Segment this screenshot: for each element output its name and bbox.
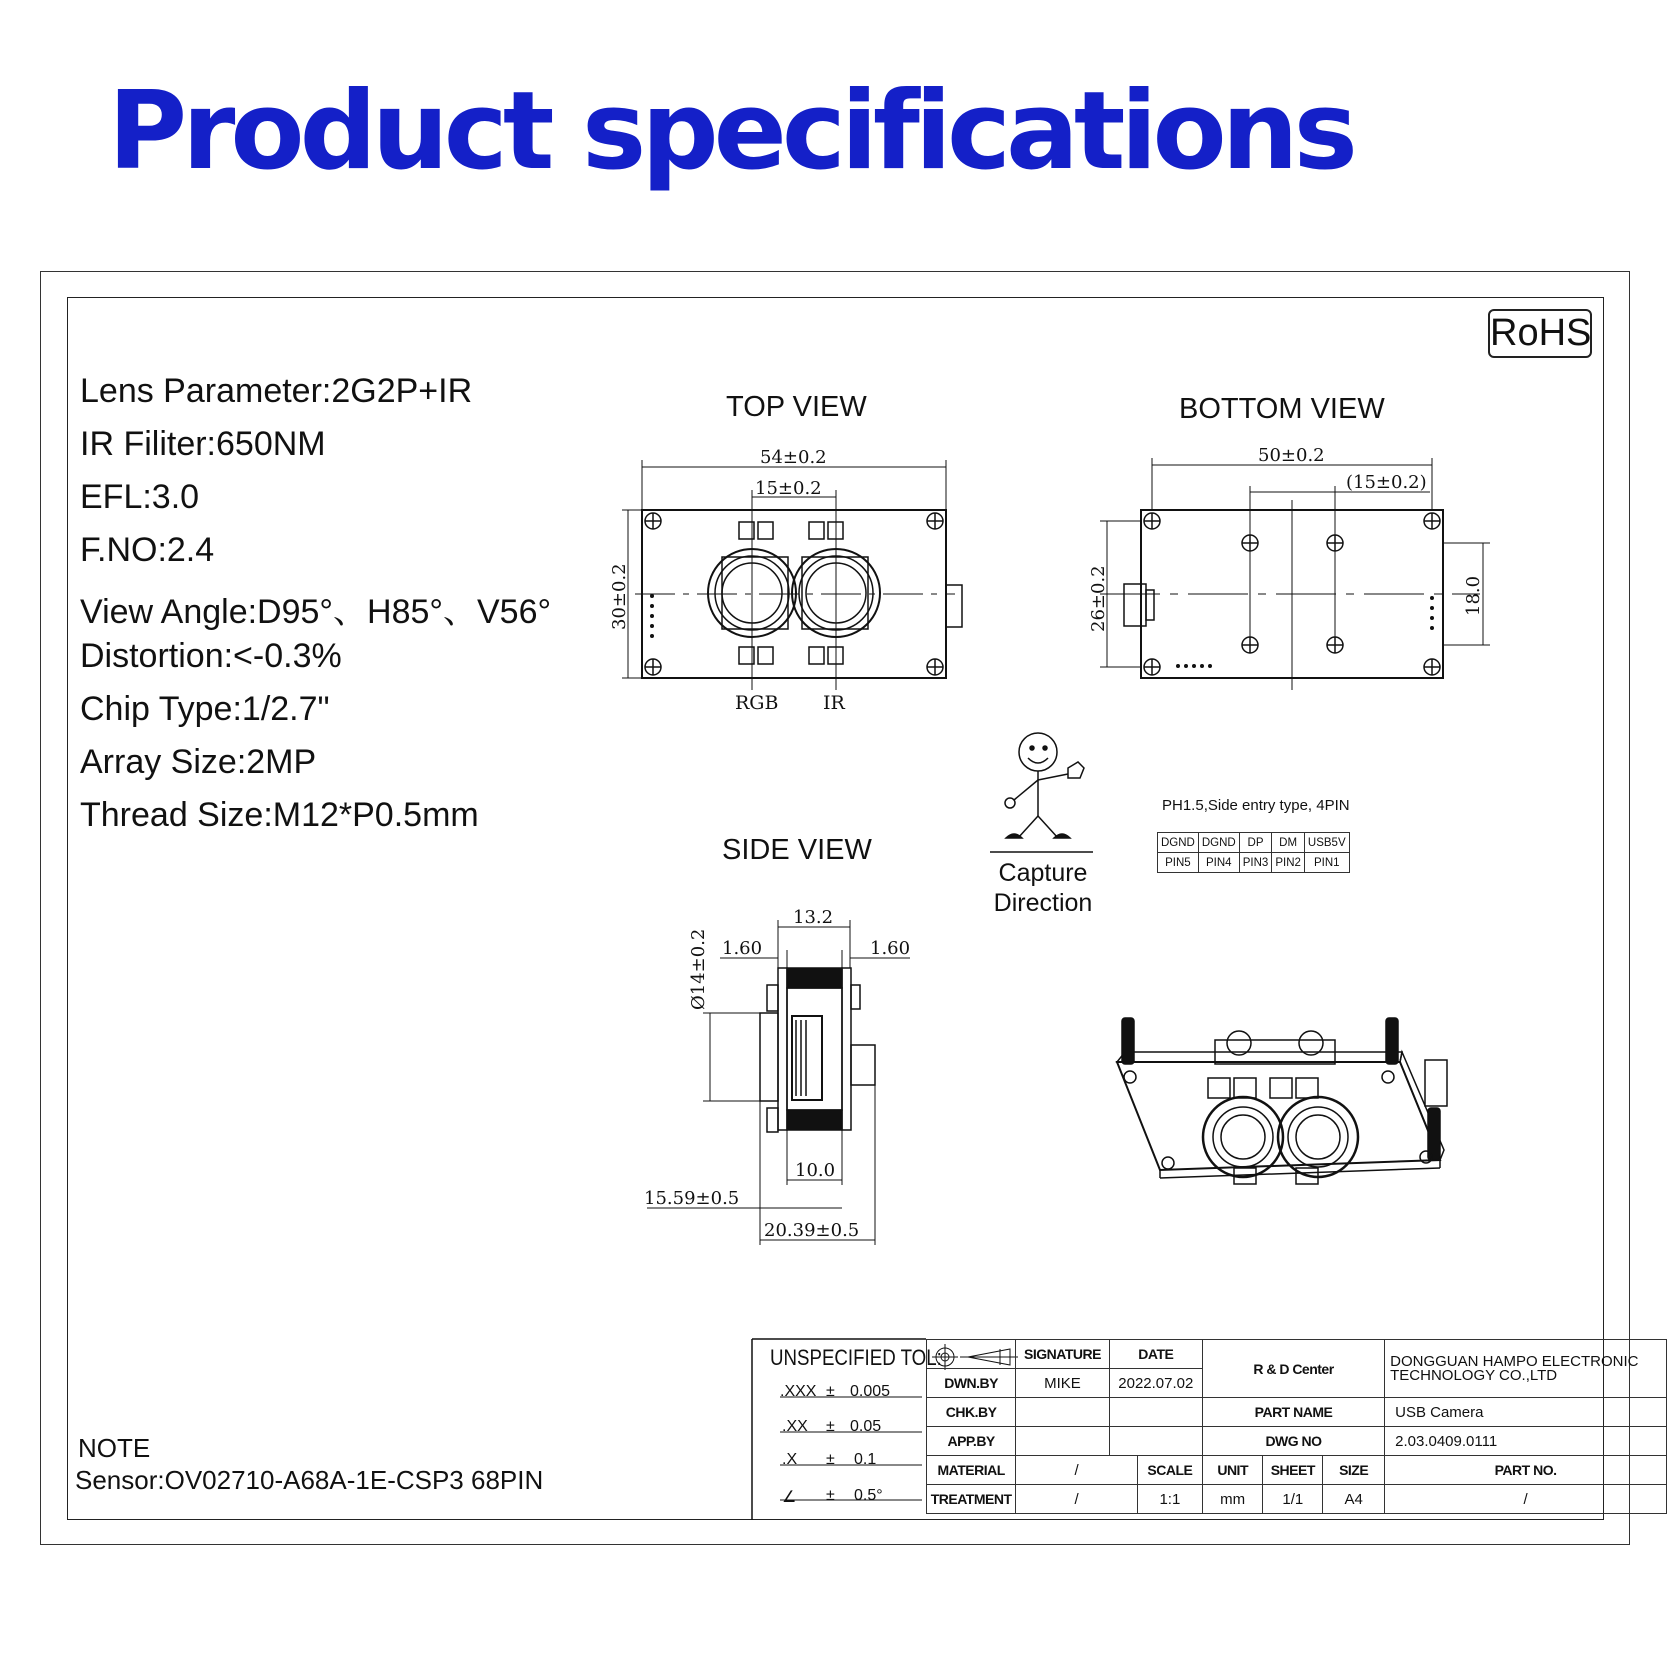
tol-label: .X [782, 1451, 798, 1468]
chk-by-label: CHK.BY [927, 1398, 1016, 1427]
tol-value: 0.1 [854, 1451, 877, 1468]
material-label: MATERIAL [927, 1456, 1016, 1485]
side-dim-depth-a: 15.59±0.5 [644, 1188, 740, 1209]
treatment-label: TREATMENT [927, 1485, 1016, 1514]
chk-by-name [1016, 1398, 1109, 1427]
spec-lens-parameter: Lens Parameter:2G2P+IR [80, 372, 473, 410]
connector-pin-table [1157, 832, 1350, 873]
top-label-rgb: RGB [735, 692, 779, 714]
tol-sign: ± [826, 1451, 835, 1468]
pin-signal: DM [1272, 833, 1305, 853]
part-name-value: USB Camera [1385, 1398, 1667, 1427]
material-value: / [1016, 1456, 1138, 1485]
pin-number: PIN3 [1239, 853, 1272, 873]
tol-label: .XX [782, 1418, 808, 1435]
connector-caption: PH1.5,Side entry type, 4PIN [1162, 797, 1350, 814]
scale-value: 1:1 [1137, 1485, 1202, 1514]
tol-sign: ± [826, 1487, 835, 1504]
rd-center: R & D Center [1202, 1340, 1384, 1398]
projection-symbol-cell [927, 1340, 1016, 1369]
dwg-no-label: DWG NO [1202, 1427, 1384, 1456]
company-name: DONGGUAN HAMPO ELECTRONIC TECHNOLOGY CO.,LTD [1385, 1340, 1667, 1398]
tol-sign: ± [826, 1418, 835, 1435]
app-by-name [1016, 1427, 1109, 1456]
top-view-title: TOP VIEW [726, 391, 867, 423]
side-view-title: SIDE VIEW [722, 834, 872, 866]
side-dim-top: 13.2 [793, 907, 834, 928]
pin-number: PIN5 [1158, 853, 1199, 873]
pin-number: PIN2 [1272, 853, 1305, 873]
spec-fno: F.NO:2.4 [80, 531, 215, 569]
side-dim-diameter: Ø14±0.2 [688, 928, 709, 1010]
spec-ir-filter: IR Filiter:650NM [80, 425, 326, 463]
part-no-label: PART NO. [1385, 1456, 1667, 1485]
tol-value: 0.5° [854, 1487, 883, 1504]
pin-signal: DGND [1158, 833, 1199, 853]
size-value: A4 [1323, 1485, 1385, 1514]
dwn-by-date: 2022.07.02 [1109, 1369, 1202, 1398]
isometric-module-view [1117, 1018, 1447, 1184]
bottom-dim-spacing: (15±0.2) [1346, 472, 1427, 493]
side-dim-inner: 10.0 [795, 1160, 836, 1181]
side-dim-left: 1.60 [722, 938, 763, 959]
tol-value: 0.005 [850, 1383, 891, 1400]
bottom-view-board [1100, 458, 1490, 690]
treatment-value: / [1016, 1485, 1138, 1514]
note-heading: NOTE [78, 1433, 151, 1463]
size-label: SIZE [1323, 1456, 1385, 1485]
title-block-table [926, 1339, 1667, 1514]
pin-signal: DP [1239, 833, 1272, 853]
sheet-label: SHEET [1263, 1456, 1323, 1485]
tolerance-heading: UNSPECIFIED TOL: [770, 1345, 942, 1370]
pin-number: PIN1 [1304, 853, 1349, 873]
tol-label: .XXX [780, 1383, 817, 1400]
top-label-ir: IR [823, 692, 845, 714]
scale-label: SCALE [1137, 1456, 1202, 1485]
unit-label: UNIT [1202, 1456, 1263, 1485]
tol-label: ∠ [782, 1489, 797, 1506]
top-dim-height: 30±0.2 [609, 563, 630, 630]
spec-distortion: Distortion:<-0.3% [80, 637, 342, 675]
signature-header: SIGNATURE [1016, 1340, 1109, 1369]
sheet-value: 1/1 [1263, 1485, 1323, 1514]
page-title: Product specifications [108, 69, 1353, 194]
dwn-by-name: MIKE [1016, 1369, 1109, 1398]
top-dim-spacing: 15±0.2 [755, 478, 822, 499]
dwg-no-value: 2.03.0409.0111 [1385, 1427, 1667, 1456]
bottom-dim-hole: 18.0 [1463, 575, 1484, 616]
pin-signal: USB5V [1304, 833, 1349, 853]
side-dim-right: 1.60 [870, 938, 911, 959]
spec-array-size: Array Size:2MP [80, 743, 317, 781]
capture-direction-stick-figure [990, 733, 1093, 852]
pin-number: PIN4 [1198, 853, 1239, 873]
app-by-label: APP.BY [927, 1427, 1016, 1456]
top-dim-width: 54±0.2 [760, 447, 827, 468]
spec-view-angle: View Angle:D95°、H85°、V56° [80, 593, 552, 631]
date-header: DATE [1109, 1340, 1202, 1369]
bottom-dim-height: 26±0.2 [1088, 565, 1109, 632]
capture-direction-label [993, 858, 1093, 918]
app-by-date [1109, 1427, 1202, 1456]
tol-value: 0.05 [850, 1418, 882, 1435]
note-text: Sensor:OV02710-A68A-1E-CSP3 68PIN [75, 1465, 544, 1495]
spec-chip-type: Chip Type:1/2.7" [80, 690, 330, 728]
rohs-badge: RoHS [1488, 309, 1592, 358]
bottom-dim-width: 50±0.2 [1258, 445, 1325, 466]
pin-signal: DGND [1198, 833, 1239, 853]
side-dim-depth-b: 20.39±0.5 [764, 1220, 860, 1241]
chk-by-date [1109, 1398, 1202, 1427]
part-name-label: PART NAME [1202, 1398, 1384, 1427]
capture-line-2: Direction [993, 889, 1093, 917]
spec-efl: EFL:3.0 [80, 478, 200, 516]
part-no-value: / [1385, 1485, 1667, 1514]
capture-line-1: Capture [998, 859, 1088, 887]
tol-sign: ± [826, 1383, 835, 1400]
unit-value: mm [1202, 1485, 1263, 1514]
bottom-view-title: BOTTOM VIEW [1179, 393, 1385, 425]
spec-thread-size: Thread Size:M12*P0.5mm [80, 796, 479, 834]
dwn-by-label: DWN.BY [927, 1369, 1016, 1398]
